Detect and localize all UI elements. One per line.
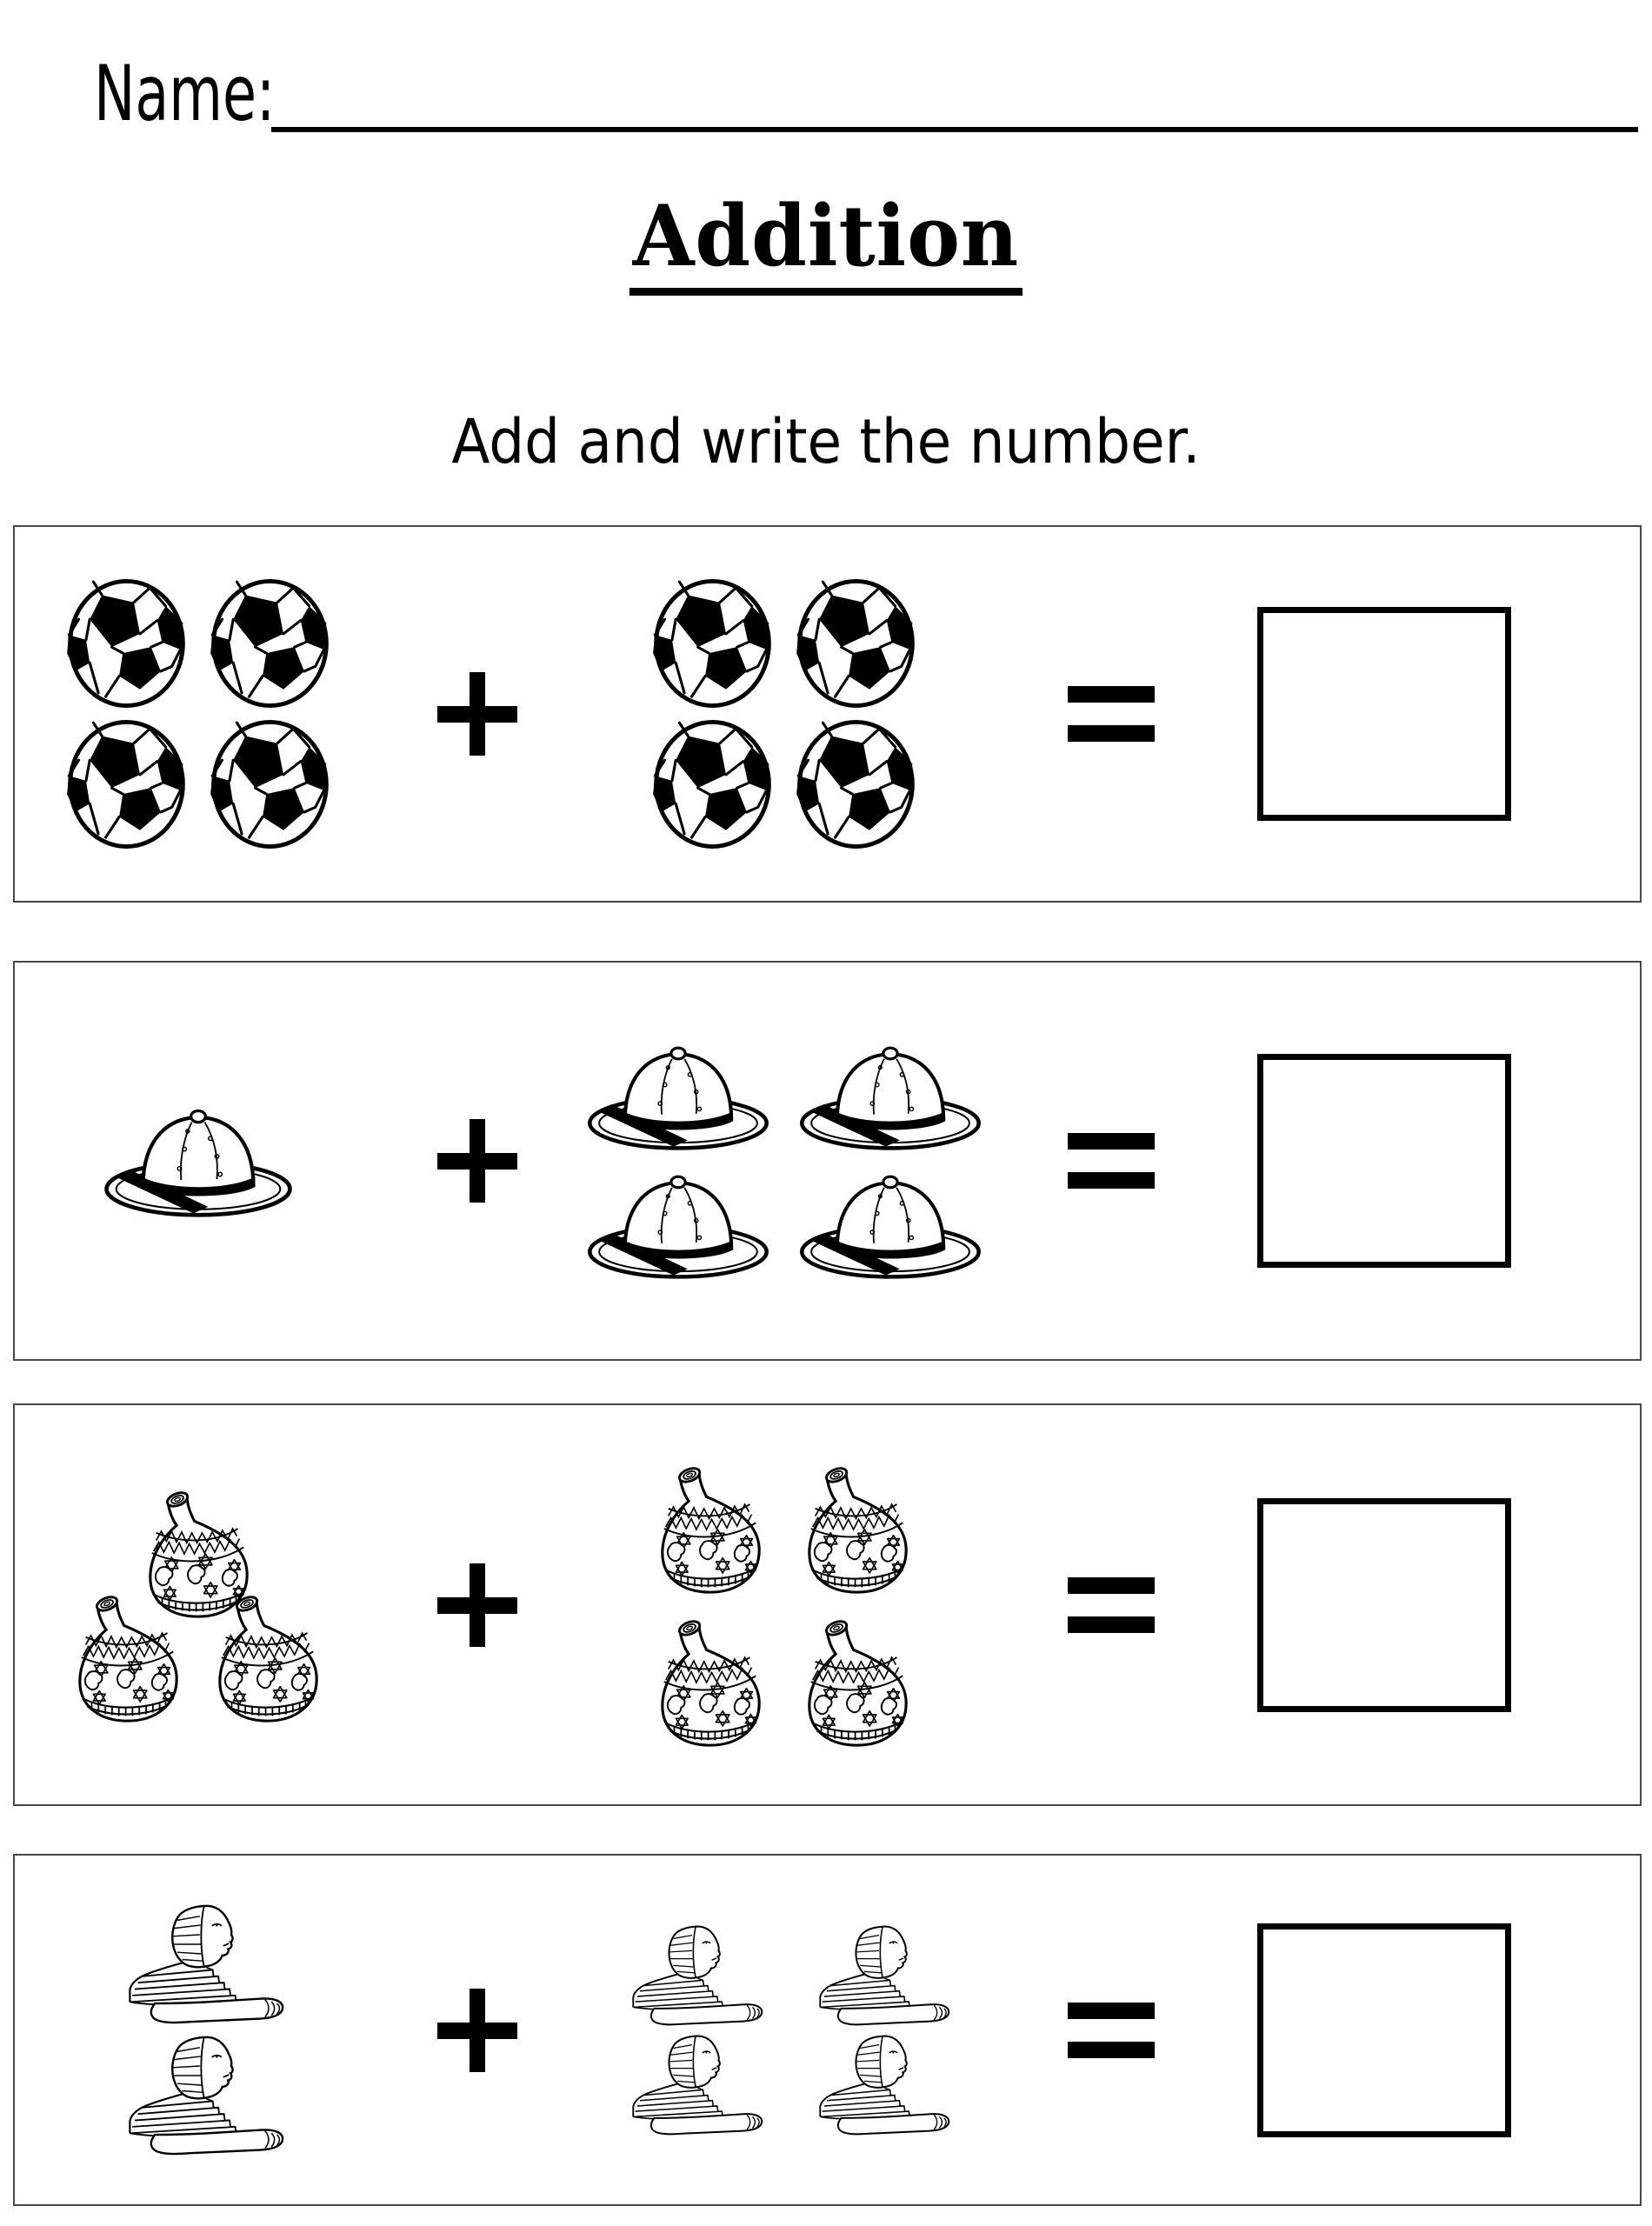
plus-icon	[437, 1119, 517, 1203]
plus-cell	[408, 1989, 547, 2072]
soccer-ball-icon	[651, 578, 774, 709]
left-addend-cell	[15, 1104, 408, 1218]
soccer-ball-group	[651, 578, 917, 850]
left-addend-cell	[15, 1904, 408, 2156]
pith-helmet-icon	[584, 1170, 772, 1280]
plus-cell	[408, 1119, 547, 1203]
sphinx-icon	[610, 2035, 772, 2136]
answer-box[interactable]	[1257, 1054, 1511, 1268]
title-wrap	[0, 187, 1652, 296]
plus-cell	[408, 1563, 547, 1647]
right-addend-cell	[547, 1463, 1021, 1748]
equals-cell	[1021, 686, 1202, 742]
african-gourd-icon	[73, 1591, 183, 1723]
soccer-ball-group	[65, 578, 331, 850]
sphinx-icon	[102, 2036, 295, 2156]
african-gourd-icon	[656, 1463, 766, 1595]
sphinx-icon	[796, 1925, 959, 2026]
left-addend-cell	[15, 1487, 408, 1723]
pith-helmet-icon	[584, 1042, 772, 1151]
african-gourd-icon	[803, 1616, 913, 1748]
equals-icon	[1068, 1577, 1155, 1633]
right-addend-cell	[547, 1925, 1021, 2136]
african-gourd-group	[656, 1463, 913, 1748]
instructions: Add and write the number.	[451, 405, 1201, 477]
sphinx-group	[102, 1904, 295, 2156]
plus-icon	[437, 1563, 517, 1647]
name-write-line[interactable]	[271, 0, 1638, 132]
answer-cell	[1202, 1923, 1640, 2137]
answer-cell	[1202, 607, 1640, 821]
equals-cell	[1021, 1133, 1202, 1189]
answer-box[interactable]	[1257, 607, 1511, 821]
soccer-ball-icon	[795, 578, 917, 709]
african-gourd-icon	[656, 1616, 766, 1748]
answer-cell	[1202, 1054, 1640, 1268]
pith-helmet-icon	[101, 1104, 296, 1218]
problem-row	[13, 1403, 1642, 1806]
sphinx-icon	[610, 1925, 772, 2026]
answer-cell	[1202, 1498, 1640, 1712]
african-gourd-icon	[803, 1463, 913, 1595]
name-row	[0, 0, 1652, 138]
equals-cell	[1021, 2003, 1202, 2058]
right-addend-cell	[547, 578, 1021, 850]
equals-icon	[1068, 2003, 1155, 2058]
left-addend-cell	[15, 578, 408, 850]
name-label: Name:	[94, 49, 276, 138]
soccer-ball-icon	[651, 719, 774, 850]
page-title: Addition	[629, 193, 1023, 296]
pith-helmet-icon	[796, 1170, 984, 1280]
pith-helmet-icon	[796, 1042, 984, 1151]
plus-cell	[408, 672, 547, 756]
pith-helmet-group	[101, 1104, 296, 1218]
soccer-ball-icon	[795, 719, 917, 850]
sphinx-icon	[102, 1904, 295, 2024]
soccer-ball-icon	[65, 578, 188, 709]
sphinx-group	[610, 1925, 959, 2136]
soccer-ball-icon	[65, 719, 188, 850]
equals-icon	[1068, 686, 1155, 742]
pith-helmet-group	[584, 1042, 984, 1280]
answer-box[interactable]	[1257, 1923, 1511, 2137]
african-gourd-icon	[213, 1591, 323, 1723]
plus-icon	[437, 1989, 517, 2072]
problem-row	[13, 1854, 1642, 2206]
equals-icon	[1068, 1133, 1155, 1189]
problem-row	[13, 961, 1642, 1361]
african-gourd-group	[73, 1487, 323, 1723]
problem-row	[13, 525, 1642, 903]
sphinx-icon	[796, 2035, 959, 2136]
soccer-ball-icon	[209, 578, 331, 709]
right-addend-cell	[547, 1042, 1021, 1280]
soccer-ball-icon	[209, 719, 331, 850]
answer-box[interactable]	[1257, 1498, 1511, 1712]
plus-icon	[437, 672, 517, 756]
equals-cell	[1021, 1577, 1202, 1633]
